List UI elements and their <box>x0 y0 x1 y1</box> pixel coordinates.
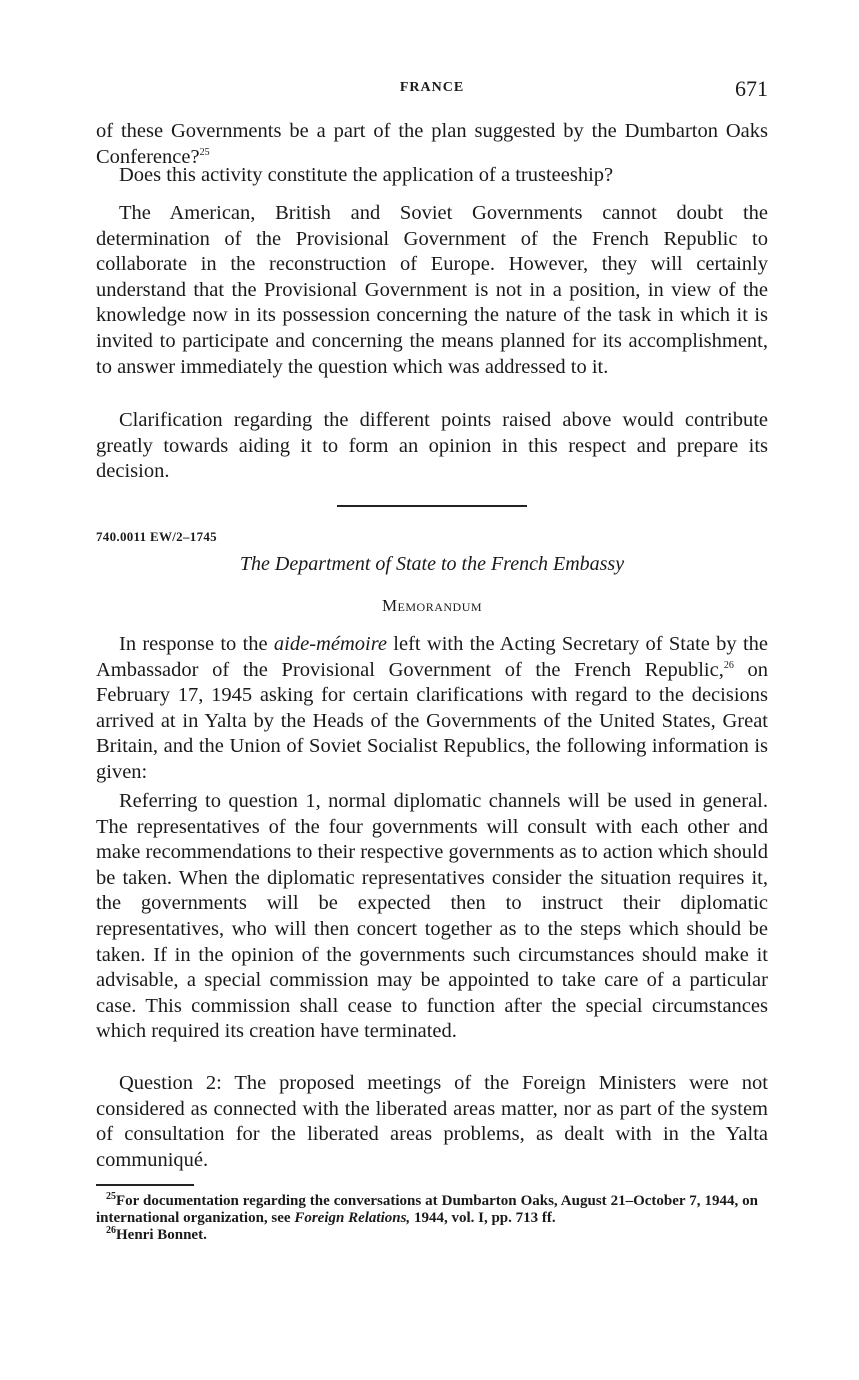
document-title: The Department of State to the French Embassy <box>239 553 625 575</box>
footnote-divider <box>96 1184 194 1186</box>
footnote-ref-26: 26 <box>723 659 734 671</box>
footnote-25-pre: For documentation regarding the conversations at Dumbarton Oaks, August 21–October 7, 1944, on international organization, see <box>96 1193 758 1226</box>
footnote-25-italic: Foreign Relations, <box>294 1210 411 1226</box>
footnotes <box>96 1193 758 1244</box>
footnote-25-marker: 25 <box>106 1191 116 1202</box>
footnote-26-text: Henri Bonnet. <box>116 1227 207 1243</box>
section-divider <box>337 505 527 507</box>
page-header <box>96 76 768 102</box>
footnote-25-post: 1944, vol. I, pp. 713 ff. <box>410 1210 556 1226</box>
memo-paragraph-question-2: Question 2: The proposed meetings of the Foreign Ministers were not considered as connected with the liberated areas matter, nor as part of the system of consultation for the liberated areas problems, as dealt with in the Yalta communiqué. <box>96 1072 768 1171</box>
footnote-26 <box>96 1227 758 1244</box>
memo-p1-pre: In response to the <box>119 633 274 655</box>
memo-paragraph-response <box>96 632 768 786</box>
page-number: 671 <box>735 76 768 101</box>
paragraph-continuation-text: of these Governments be a part of the plan suggested by the Dumbarton Oaks Conference? <box>96 120 768 168</box>
file-number: 740.0011 EW/2–1745 <box>96 529 217 544</box>
paragraph-clarification: Clarification regarding the different points raised above would contribute greatly towards aiding it to form an opinion in this respect and prepare its decision. <box>96 409 768 483</box>
memo-paragraph-question-1: Referring to question 1, normal diplomatic channels will be used in general. The representatives of the four governments will consult with each other and make recommendations to their respective governments as to action which should be taken. When the diplomatic representatives consider the situation requires it, the governments will be expected then to instruct their diplomatic representatives, who will then concert together as to the steps which should be taken. If in the opinion of the governments such circumstances should make it advisable, a special commission may be appointed to take care of a particular case. This commission shall cease to function after the special circumstances which required its creation have terminated. <box>96 790 768 1043</box>
memo-p1-mid: left with the Acting Secretary of State by the Ambassador of the Provisional Government of the French Republic, <box>96 633 769 681</box>
footnote-25 <box>96 1193 758 1227</box>
running-head: FRANCE <box>399 80 465 95</box>
paragraph-trusteeship-question: Does this activity constitute the application of a trusteeship? <box>119 164 614 186</box>
paragraph-governments-position: The American, British and Soviet Governments cannot doubt the determination of the Provisional Government of the French Republic to collaborate in the reconstruction of Europe. However, they will certainly understand that the Provisional Government is not in a position, in view of the knowledge now in its possession concerning the nature of the task in which it is invited to participate and concerning the means planned for its accomplishment, to answer immediately the question which was addressed to it. <box>96 202 768 378</box>
footnote-ref-25: 25 <box>199 146 210 158</box>
memorandum-heading: Memorandum <box>381 596 483 615</box>
memo-p1-aide-memoire: aide-mémoire <box>273 633 388 655</box>
memo-p1-post: on February 17, 1945 asking for certain clarifications with regard to the decisions arrived at in Yalta by the Heads of the Governments of the United States, Great Britain, and the Union of Soviet Socialist Republics, the following information is given: <box>96 658 768 783</box>
footnote-26-marker: 26 <box>106 1225 116 1236</box>
